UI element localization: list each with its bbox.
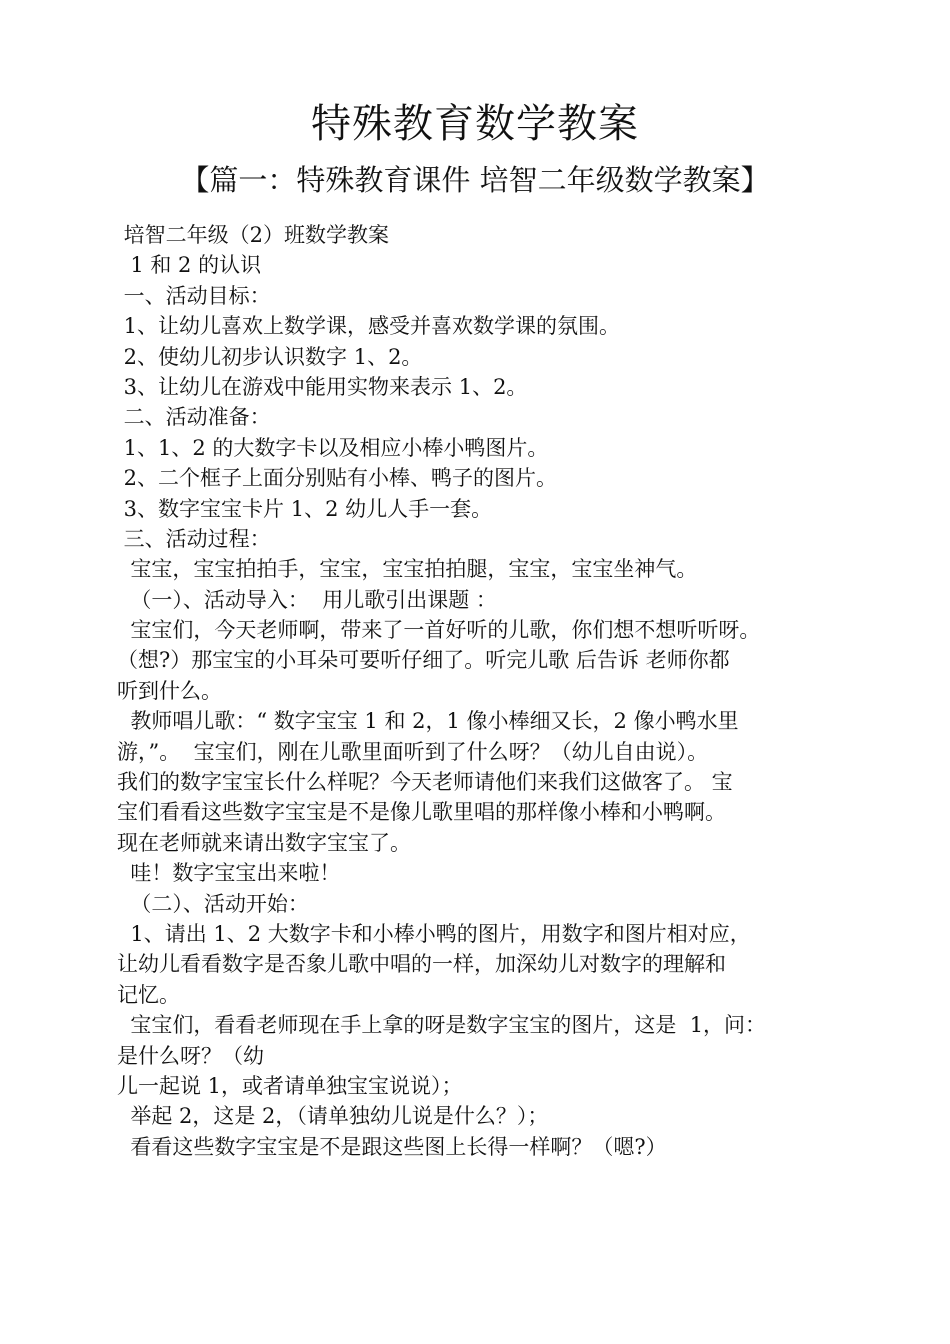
document-title: 特殊教育数学教案 — [311, 101, 639, 147]
body-line: 游，”。 宝宝们，刚在儿歌里面听到了什么呀？（幼儿自由说）。 — [117, 739, 709, 764]
body-line: 我们的数字宝宝长什么样呢？今天老师请他们来我们这做客了。 宝 — [117, 770, 733, 795]
document-subtitle: 【篇一：特殊教育课件 培智二年级数学教案】 — [180, 163, 770, 197]
document-body — [117, 220, 857, 1162]
body-line: 哇！数字宝宝出来啦！ — [117, 861, 341, 886]
body-line: 现在老师就来请出数字宝宝了。 — [117, 830, 411, 855]
body-line: 教师唱儿歌：“ 数字宝宝 1 和 2，1 像小棒细又长，2 像小鸭水里 — [117, 709, 739, 734]
body-line: 1、1、2 的大数字卡以及相应小棒小鸭图片。 — [117, 435, 549, 460]
body-line: 宝宝们，看看老师现在手上拿的呀是数字宝宝的图片，这是 1，问： — [117, 1013, 767, 1038]
body-line: （二）、活动开始： — [117, 891, 309, 916]
body-line: 举起 2，这是 2，（请单独幼儿说是什么？）； — [117, 1104, 549, 1129]
body-line: 2、二个框子上面分别贴有小棒、鸭子的图片。 — [117, 466, 558, 491]
body-line: 二、活动准备： — [117, 405, 271, 430]
body-line: 三、活动过程： — [117, 526, 271, 551]
body-line: 宝宝们，今天老师啊，带来了一首好听的儿歌，你们想不想听听呀。 — [117, 618, 761, 643]
body-line: 宝们看看这些数字宝宝是不是像儿歌里唱的那样像小棒和小鸭啊。 — [117, 800, 726, 825]
body-line: 是什么呀？（幼 — [117, 1043, 264, 1068]
body-line: 宝宝，宝宝拍拍手，宝宝，宝宝拍拍腿，宝宝，宝宝坐神气。 — [117, 557, 698, 582]
body-line: 3、让幼儿在游戏中能用实物来表示 1、2。 — [117, 374, 528, 399]
body-line: 一、活动目标： — [117, 283, 271, 308]
body-line: （一）、活动导入： 用儿歌引出课题 ： — [117, 587, 497, 612]
body-line: 1、让幼儿喜欢上数学课，感受并喜欢数学课的氛围。 — [117, 314, 621, 339]
body-line: 1 和 2 的认识 — [117, 253, 262, 278]
body-line: 3、数字宝宝卡片 1、2 幼儿人手一套。 — [117, 496, 493, 521]
body-line: 2、使幼儿初步认识数字 1、2。 — [117, 344, 423, 369]
body-line: 让幼儿看看数字是否象儿歌中唱的一样，加深幼儿对数字的理解和 — [117, 952, 726, 977]
body-line: 培智二年级（2）班数学教案 — [117, 223, 390, 247]
body-line: 1、请出 1、2 大数字卡和小棒小鸭的图片，用数字和图片相对应， — [117, 921, 751, 946]
body-line: 记忆。 — [117, 982, 180, 1007]
body-line: （想?）那宝宝的小耳朵可要听仔细了。听完儿歌 后告诉 老师你都 — [117, 648, 730, 673]
body-line: 儿一起说 1，或者请单独宝宝说说）； — [117, 1073, 463, 1098]
body-line: 看看这些数字宝宝是不是跟这些图上长得一样啊？（嗯?） — [117, 1134, 667, 1159]
body-line: 听到什么。 — [117, 678, 222, 703]
